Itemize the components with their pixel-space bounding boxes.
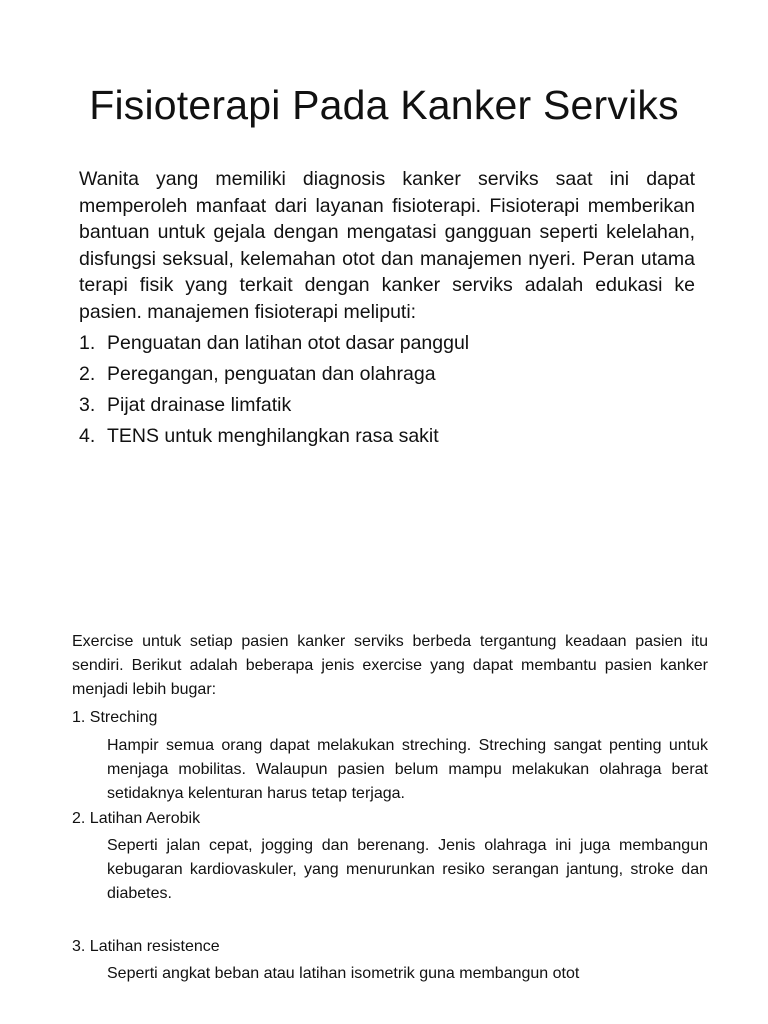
list-number: 4. <box>79 425 96 447</box>
exercise-body-streching: Hampir semua orang dapat melakukan streching. Streching sangat penting untuk menjaga mobilitas. Walaupun pasien belum mampu melakukan olahraga berat setidaknya kelenturan harus tetap terjaga. <box>107 737 708 802</box>
exercise-heading-streching: 1. Streching <box>72 709 158 726</box>
exercise-heading-aerobik: 2. Latihan Aerobik <box>72 810 201 827</box>
list-text: Pijat drainase limfatik <box>107 394 292 416</box>
slide-title: Fisioterapi Pada Kanker Serviks <box>89 82 679 128</box>
list-number: 1. <box>79 332 96 354</box>
exercise-body-aerobik: Seperti jalan cepat, jogging dan berenang. Jenis olahraga ini juga membangun kebugaran kardiovaskuler, yang menurunkan resiko serangan jantung, stroke dan diabetes. <box>107 837 708 902</box>
intro-paragraph: Wanita yang memiliki diagnosis kanker serviks saat ini dapat memperoleh manfaat dari layanan fisioterapi. Fisioterapi memberikan bantuan untuk gejala dengan mengatasi gangguan seperti kelelahan, disfungsi seksual, kelemahan otot dan manajemen nyeri. Peran utama terapi fisik yang terkait dengan kanker serviks adalah edukasi ke pasien. manajemen fisioterapi meliputi: <box>79 168 695 323</box>
list-number: 2. <box>79 363 96 385</box>
list-text: Peregangan, penguatan dan olahraga <box>107 363 436 385</box>
list-item <box>79 359 695 390</box>
exercise-body-resistence: Seperti angkat beban atau latihan isometrik guna membangun otot <box>107 965 580 982</box>
physio-list <box>79 328 695 452</box>
list-text: TENS untuk menghilangkan rasa sakit <box>107 425 439 447</box>
exercise-intro-paragraph: Exercise untuk setiap pasien kanker serviks berbeda tergantung keadaan pasien itu sendiri. Berikut adalah beberapa jenis exercise yang dapat membantu pasien kanker menjadi lebih bugar: <box>72 633 708 698</box>
list-number: 3. <box>79 394 96 416</box>
list-item <box>79 328 695 359</box>
list-text: Penguatan dan latihan otot dasar panggul <box>107 332 470 354</box>
list-item <box>79 390 695 421</box>
exercise-heading-resistence: 3. Latihan resistence <box>72 938 220 955</box>
list-item <box>79 421 695 452</box>
slide-2 <box>0 620 768 1024</box>
